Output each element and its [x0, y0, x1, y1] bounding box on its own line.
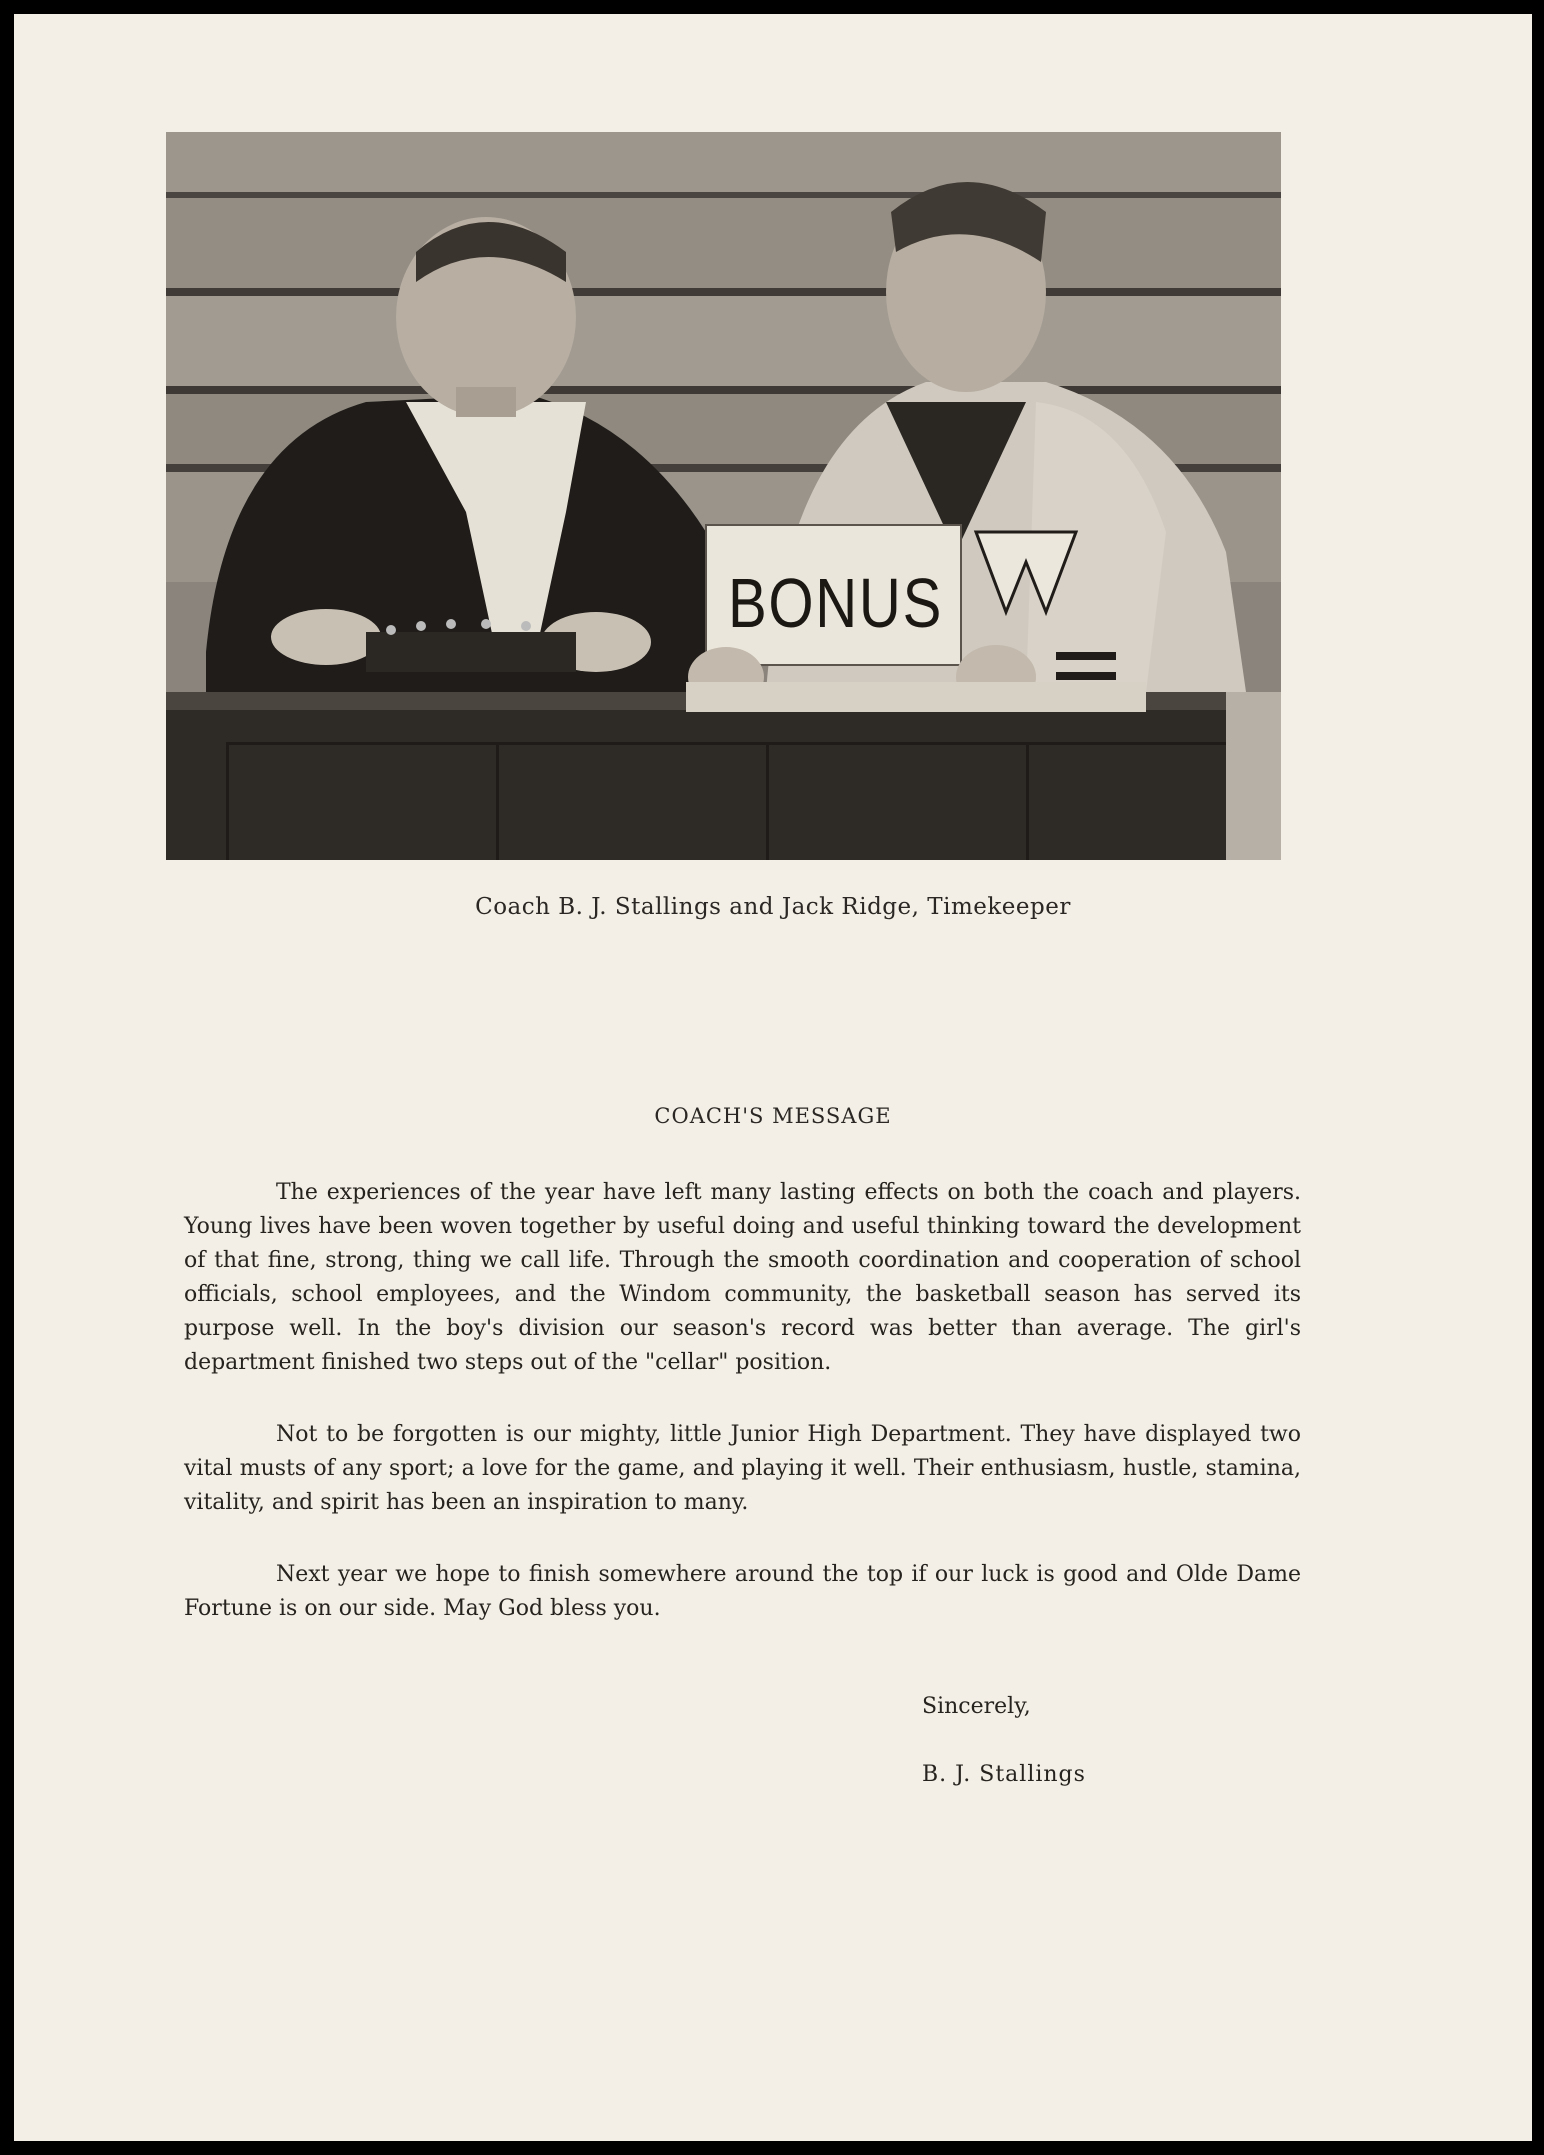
message-paragraph: The experiences of the year have left many lasting effects on both the coach and players. Young lives have been woven together by useful doing and useful thinking toward the development of that fine, strong, thing we call life. Through the smooth coordination and cooperation of school officials, school employees, and the Windom community, the basketball season has served its purpose well. In the boy's division our season's record was better than average. The girl's department finished two steps out of the "cellar" position. — [184, 1180, 1301, 1375]
message-heading: COACH'S MESSAGE — [654, 1104, 892, 1128]
message-body — [184, 1176, 1301, 1664]
closing: Sincerely, — [922, 1694, 1031, 1719]
message-paragraph: Not to be forgotten is our mighty, little Junior High Department. They have displayed two vital musts of any sport; a love for the game, and playing it well. Their enthusiasm, hustle, stamina, vitality, and spirit has been an inspiration to many. — [184, 1422, 1301, 1515]
photo-illustration — [166, 132, 1281, 860]
photo-caption: Coach B. J. Stallings and Jack Ridge, Timekeeper — [475, 894, 1071, 920]
message-paragraph: Next year we hope to finish somewhere around the top if our luck is good and Olde Dame Fortune is on our side. May God bless you. — [184, 1562, 1301, 1621]
coach-timekeeper-photo — [166, 132, 1281, 860]
signature: B. J. Stallings — [922, 1762, 1086, 1787]
yearbook-page — [14, 14, 1532, 2141]
bonus-sign-text: BONUS — [728, 564, 943, 642]
